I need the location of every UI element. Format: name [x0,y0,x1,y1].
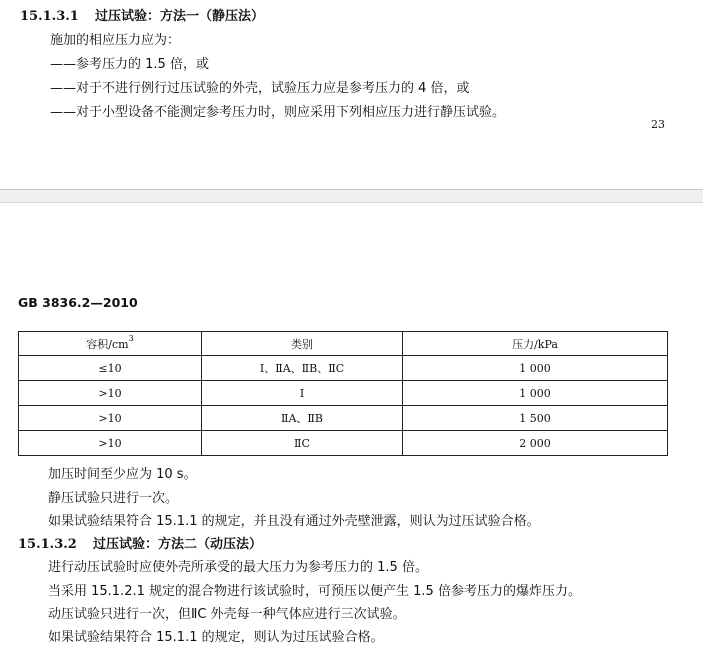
table-cell: >10 [19,406,202,431]
table-header-cell: 类别 [202,332,403,356]
section-number: 15.1.3.2 [18,537,77,552]
body-line: 静压试验只进行一次。 [48,491,179,506]
table-row [19,406,668,431]
table-cell: ⅡA、ⅡB [202,406,403,431]
table-cell: ⅡC [202,431,403,456]
body-line: 动压试验只进行一次，但ⅡC 外壳每一种气体应进行三次试验。 [48,607,406,622]
body-line: 如果试验结果符合 15.1.1 的规定，则认为过压试验合格。 [48,630,384,645]
table-header-cell: 容积$/cm^3$ [19,332,202,356]
table-row [19,356,668,381]
body-line: 如果试验结果符合 15.1.1 的规定，并且没有通过外壳壁泄露，则认为过压试验合格。 [48,514,540,529]
table-row [19,431,668,456]
table-cell: >10 [19,431,202,456]
page-break [0,189,703,203]
doc-header: GB 3836.2—2010 [18,295,138,310]
table-header-cell: 压力/kPa [403,332,668,356]
body-line: 当采用 15.1.2.1 规定的混合物进行该试验时，可预压以便产生 1.5 倍参考压力的爆炸压力。 [48,584,581,599]
section-number: 15.1.3.1 [20,9,79,24]
table-cell: 1 000 [403,356,668,381]
table-cell: ≤10 [19,356,202,381]
table-cell: 1 500 [403,406,668,431]
table-cell: Ⅰ、ⅡA、ⅡB、ⅡC [202,356,403,381]
body-line: 加压时间至少应为 10 s。 [48,467,197,482]
table-cell: 2 000 [403,431,668,456]
pressure-table [18,331,668,456]
table-row [19,381,668,406]
section-title: 过压试验：方法二（动压法） [92,537,262,552]
section-title: 过压试验：方法一（静压法） [94,9,264,24]
body-line: 进行动压试验时应使外壳所承受的最大压力为参考压力的 1.5 倍。 [48,560,428,575]
section-heading-15-1-3-2 [18,533,262,552]
section-heading-15-1-3-1 [20,5,264,24]
table-cell: 1 000 [403,381,668,406]
table-cell: Ⅰ [202,381,403,406]
table-cell: >10 [19,381,202,406]
body-line: 施加的相应压力应为： [50,33,181,48]
body-line: ——参考压力的 1.5 倍，或 [50,57,209,72]
body-line: ——对于小型设备不能测定参考压力时，则应采用下列相应压力进行静压试验。 [50,105,506,120]
table-header-row [19,332,668,356]
page-number: 23 [651,118,665,131]
body-line: ——对于不进行例行过压试验的外壳，试验压力应是参考压力的 4 倍，或 [50,81,470,96]
